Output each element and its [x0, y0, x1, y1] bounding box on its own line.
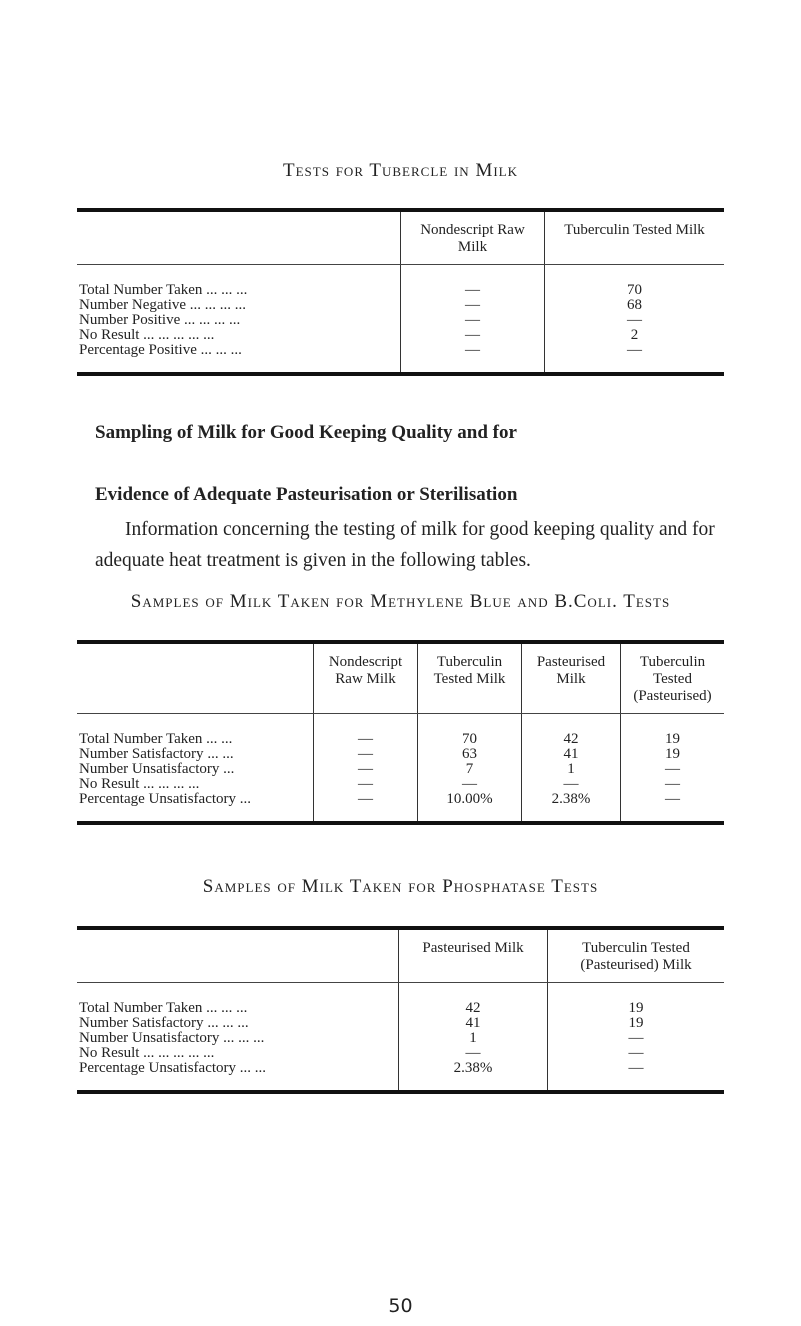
cell-value: —	[314, 762, 418, 777]
cell-value: 2.38%	[399, 1061, 548, 1092]
header-nondescript: Nondescript Raw Milk	[401, 210, 545, 265]
header-pasteurised: Pasteurised Milk	[522, 642, 621, 714]
row-label: No Result ... ... ... ... ...	[79, 327, 215, 343]
cell-value: 2.38%	[522, 792, 621, 823]
cell-value: —	[621, 777, 725, 792]
row-label: Percentage Unsatisfactory ... ...	[79, 1060, 267, 1076]
sampling-heading-line1: Sampling of Milk for Good Keeping Quality and for	[95, 422, 517, 443]
cell-value: —	[548, 1031, 725, 1046]
cell-value: —	[548, 1046, 725, 1061]
tubercle-tests-table	[77, 208, 724, 376]
row-label: Number Unsatisfactory ...	[79, 761, 235, 777]
table-header-row	[77, 928, 724, 983]
cell-value: 1	[399, 1031, 548, 1046]
methylene-tests-table	[77, 640, 724, 825]
sampling-heading-line2: Evidence of Adequate Pasteurisation or Sterilisation	[95, 484, 518, 505]
table-header-row	[77, 210, 724, 265]
cell-value: 42	[522, 714, 621, 748]
cell-value: —	[545, 343, 725, 374]
cell-value: —	[401, 343, 545, 374]
phosphatase-tests-table	[77, 926, 724, 1094]
row-label: Number Satisfactory ... ... ...	[79, 1015, 249, 1031]
table-row	[77, 777, 724, 792]
table-row	[77, 792, 724, 823]
cell-value: —	[621, 762, 725, 777]
cell-value: —	[621, 792, 725, 823]
page-number: 50	[388, 1295, 413, 1317]
cell-value: 68	[545, 298, 725, 313]
cell-value: 41	[522, 747, 621, 762]
row-label: Total Number Taken ... ...	[79, 731, 233, 747]
header-tuberculin-pasteurised: Tuberculin Tested (Pasteurised)	[621, 642, 725, 714]
cell-value: —	[401, 298, 545, 313]
cell-value: 7	[418, 762, 522, 777]
header-tuberculin-tested: Tuberculin Tested Milk	[545, 210, 725, 265]
table-row	[77, 313, 724, 328]
cell-value: 70	[418, 714, 522, 748]
header-nondescript: Nondescript Raw Milk	[314, 642, 418, 714]
cell-value: 19	[548, 983, 725, 1017]
table-row	[77, 983, 724, 1017]
row-label: Total Number Taken ... ... ...	[79, 282, 248, 298]
table-row	[77, 1061, 724, 1092]
cell-value: —	[548, 1061, 725, 1092]
cell-value: 63	[418, 747, 522, 762]
cell-value: —	[418, 777, 522, 792]
cell-value: —	[314, 714, 418, 748]
table-row	[77, 714, 724, 748]
cell-value: 70	[545, 265, 725, 299]
cell-value: —	[545, 313, 725, 328]
row-label: Percentage Unsatisfactory ...	[79, 791, 252, 807]
row-label: Number Unsatisfactory ... ... ...	[79, 1030, 265, 1046]
cell-value: —	[522, 777, 621, 792]
cell-value: —	[314, 792, 418, 823]
header-blank	[77, 642, 314, 714]
cell-value: 19	[621, 714, 725, 748]
cell-value: 2	[545, 328, 725, 343]
header-tuberculin-pasteurised: Tuberculin Tested (Pasteurised) Milk	[548, 928, 725, 983]
cell-value: —	[399, 1046, 548, 1061]
table-row	[77, 1031, 724, 1046]
header-blank	[77, 210, 401, 265]
table-row	[77, 298, 724, 313]
header-tuberculin-tested: Tuberculin Tested Milk	[418, 642, 522, 714]
tubercle-tests-title: Tests for Tubercle in Milk	[283, 160, 518, 181]
header-blank	[77, 928, 399, 983]
row-label: No Result ... ... ... ... ...	[79, 1045, 215, 1061]
phosphatase-tests-title: Samples of Milk Taken for Phosphatase Tests	[202, 876, 599, 897]
cell-value: 41	[399, 1016, 548, 1031]
table-header-row	[77, 642, 724, 714]
cell-value: —	[401, 313, 545, 328]
cell-value: 1	[522, 762, 621, 777]
table-row	[77, 747, 724, 762]
row-label: Number Satisfactory ... ...	[79, 746, 234, 762]
row-label: Total Number Taken ... ... ...	[79, 1000, 248, 1016]
cell-value: 42	[399, 983, 548, 1017]
cell-value: —	[314, 747, 418, 762]
table-row	[77, 762, 724, 777]
row-label: Percentage Positive ... ... ...	[79, 342, 242, 358]
cell-value: 19	[548, 1016, 725, 1031]
cell-value: —	[314, 777, 418, 792]
table-row	[77, 328, 724, 343]
table-row	[77, 1046, 724, 1061]
table-row	[77, 343, 724, 374]
row-label: No Result ... ... ... ...	[79, 776, 200, 792]
methylene-tests-title: Samples of Milk Taken for Methylene Blue and B.Coli. Tests	[130, 591, 671, 612]
table-row	[77, 1016, 724, 1031]
table-row	[77, 265, 724, 299]
row-label: Number Positive ... ... ... ...	[79, 312, 241, 328]
row-label: Number Negative ... ... ... ...	[79, 297, 247, 313]
header-pasteurised: Pasteurised Milk	[399, 928, 548, 983]
cell-value: —	[401, 265, 545, 299]
sampling-paragraph: Information concerning the testing of milk for good keeping quality and for adequate heat treatment is given in the following tables.	[95, 519, 715, 571]
cell-value: 10.00%	[418, 792, 522, 823]
cell-value: —	[401, 328, 545, 343]
cell-value: 19	[621, 747, 725, 762]
